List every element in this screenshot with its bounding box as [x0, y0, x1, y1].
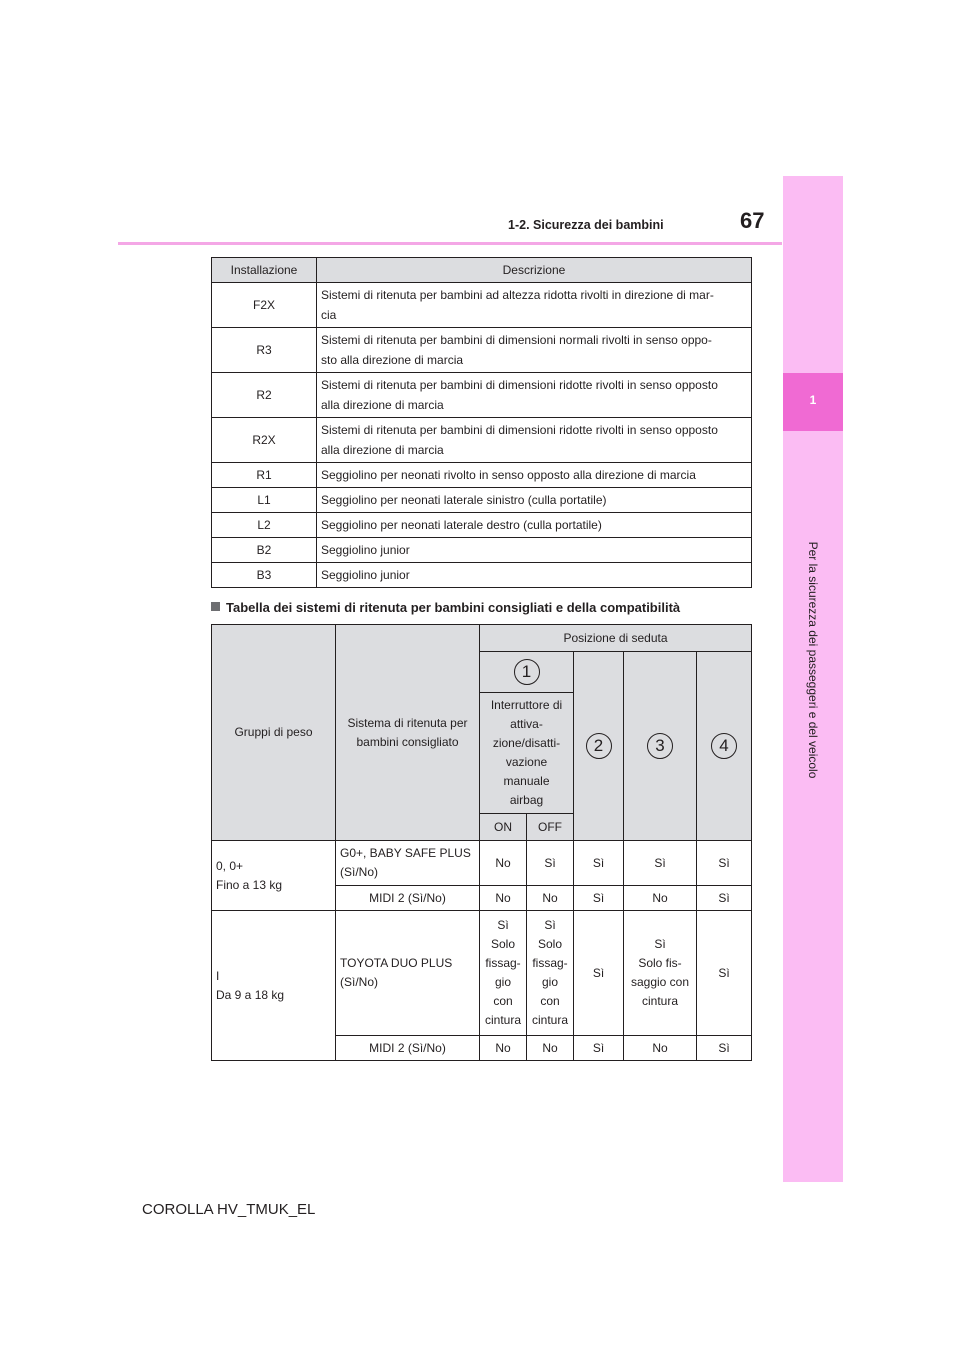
table-row [212, 488, 752, 513]
column-header-off: OFF [527, 814, 574, 841]
installation-code: L2 [212, 513, 317, 538]
installation-code: B2 [212, 538, 317, 563]
seat-number-4-icon: 4 [711, 733, 737, 759]
seat-position-1 [480, 652, 574, 693]
cell-position-3: Sì Solo fis- saggio con cintura [624, 911, 697, 1036]
cell-on: No [480, 1036, 527, 1061]
cell-position-3: Sì [624, 841, 697, 886]
column-header-recommended-restraint: Sistema di ritenuta per bambini consigliato [336, 625, 480, 841]
table-row [212, 328, 752, 373]
installation-table [211, 257, 752, 588]
installation-description: Seggiolino junior [317, 538, 752, 563]
installation-description: Sistemi di ritenuta per bambini di dimensioni ridotte rivolti in senso opposto alla direzione di marcia [317, 418, 752, 463]
cell-position-2: Sì [574, 886, 624, 911]
installation-description: Sistemi di ritenuta per bambini ad altezza ridotta rivolti in direzione di mar- cia [317, 283, 752, 328]
installation-code: R1 [212, 463, 317, 488]
page-number: 67 [740, 208, 765, 233]
cell-position-4: Sì [697, 841, 752, 886]
table-row [212, 911, 752, 1036]
table-row [212, 283, 752, 328]
side-tab-chapter-label: Per la sicurezza dei passeggeri e del veicolo [806, 541, 820, 779]
section-title: 1-2. Sicurezza dei bambini [508, 218, 664, 232]
table-row [212, 373, 752, 418]
cell-position-3: No [624, 886, 697, 911]
airbag-switch-header: Interruttore di attiva- zione/disatti- vazione manuale airbag [480, 693, 574, 814]
table-row [212, 841, 752, 886]
table-header-row [212, 625, 752, 652]
square-bullet-icon [211, 602, 220, 611]
restraint-name: MIDI 2 (Sì/No) [336, 1036, 480, 1061]
cell-on: No [480, 886, 527, 911]
installation-code: F2X [212, 283, 317, 328]
weight-group-label: 0, 0+ Fino a 13 kg [212, 841, 336, 911]
table-row [212, 513, 752, 538]
cell-position-2: Sì [574, 1036, 624, 1061]
cell-off: Sì [527, 841, 574, 886]
cell-on: No [480, 841, 527, 886]
table-header-row [212, 258, 752, 283]
seat-number-2-icon: 2 [586, 733, 612, 759]
seat-position-2 [574, 652, 624, 841]
installation-code: L1 [212, 488, 317, 513]
cell-off: No [527, 1036, 574, 1061]
installation-code: R2 [212, 373, 317, 418]
weight-group-label: I Da 9 a 18 kg [212, 911, 336, 1061]
installation-code: R3 [212, 328, 317, 373]
header-rule [118, 242, 782, 245]
table-row [212, 538, 752, 563]
seat-number-3-icon: 3 [647, 733, 673, 759]
column-header-installation: Installazione [212, 258, 317, 283]
seat-number-1-icon: 1 [514, 659, 540, 685]
restraint-name: G0+, BABY SAFE PLUS (Sì/No) [336, 841, 480, 886]
cell-position-2: Sì [574, 911, 624, 1036]
table-row [212, 418, 752, 463]
table-row [212, 563, 752, 588]
column-header-description: Descrizione [317, 258, 752, 283]
installation-description: Sistemi di ritenuta per bambini di dimensioni ridotte rivolti in senso opposto alla direzione di marcia [317, 373, 752, 418]
cell-position-4: Sì [697, 911, 752, 1036]
compatibility-heading [211, 600, 680, 615]
cell-position-4: Sì [697, 886, 752, 911]
column-header-on: ON [480, 814, 527, 841]
seat-position-3 [624, 652, 697, 841]
cell-off: Sì Solo fissag- gio con cintura [527, 911, 574, 1036]
installation-description: Seggiolino per neonati rivolto in senso opposto alla direzione di marcia [317, 463, 752, 488]
column-header-weight-groups: Gruppi di peso [212, 625, 336, 841]
compatibility-heading-text: Tabella dei sistemi di ritenuta per bambini consigliati e della compatibilità [226, 600, 681, 615]
restraint-name: MIDI 2 (Sì/No) [336, 886, 480, 911]
installation-description: Seggiolino per neonati laterale sinistro (culla portatile) [317, 488, 752, 513]
footer-model: COROLLA HV_TMUK_EL [142, 1201, 316, 1218]
installation-description: Seggiolino per neonati laterale destro (culla portatile) [317, 513, 752, 538]
installation-code: B3 [212, 563, 317, 588]
side-tab-chapter-number: 1 [809, 393, 817, 407]
cell-position-4: Sì [697, 1036, 752, 1061]
cell-position-2: Sì [574, 841, 624, 886]
cell-off: No [527, 886, 574, 911]
installation-code: R2X [212, 418, 317, 463]
seat-position-4 [697, 652, 752, 841]
installation-description: Seggiolino junior [317, 563, 752, 588]
table-row [212, 463, 752, 488]
installation-description: Sistemi di ritenuta per bambini di dimensioni normali rivolti in senso oppo- sto alla direzione di marcia [317, 328, 752, 373]
column-header-seating-position: Posizione di seduta [480, 625, 752, 652]
compatibility-table [211, 624, 752, 1061]
cell-position-3: No [624, 1036, 697, 1061]
restraint-name: TOYOTA DUO PLUS (Sì/No) [336, 911, 480, 1036]
cell-on: Sì Solo fissag- gio con cintura [480, 911, 527, 1036]
